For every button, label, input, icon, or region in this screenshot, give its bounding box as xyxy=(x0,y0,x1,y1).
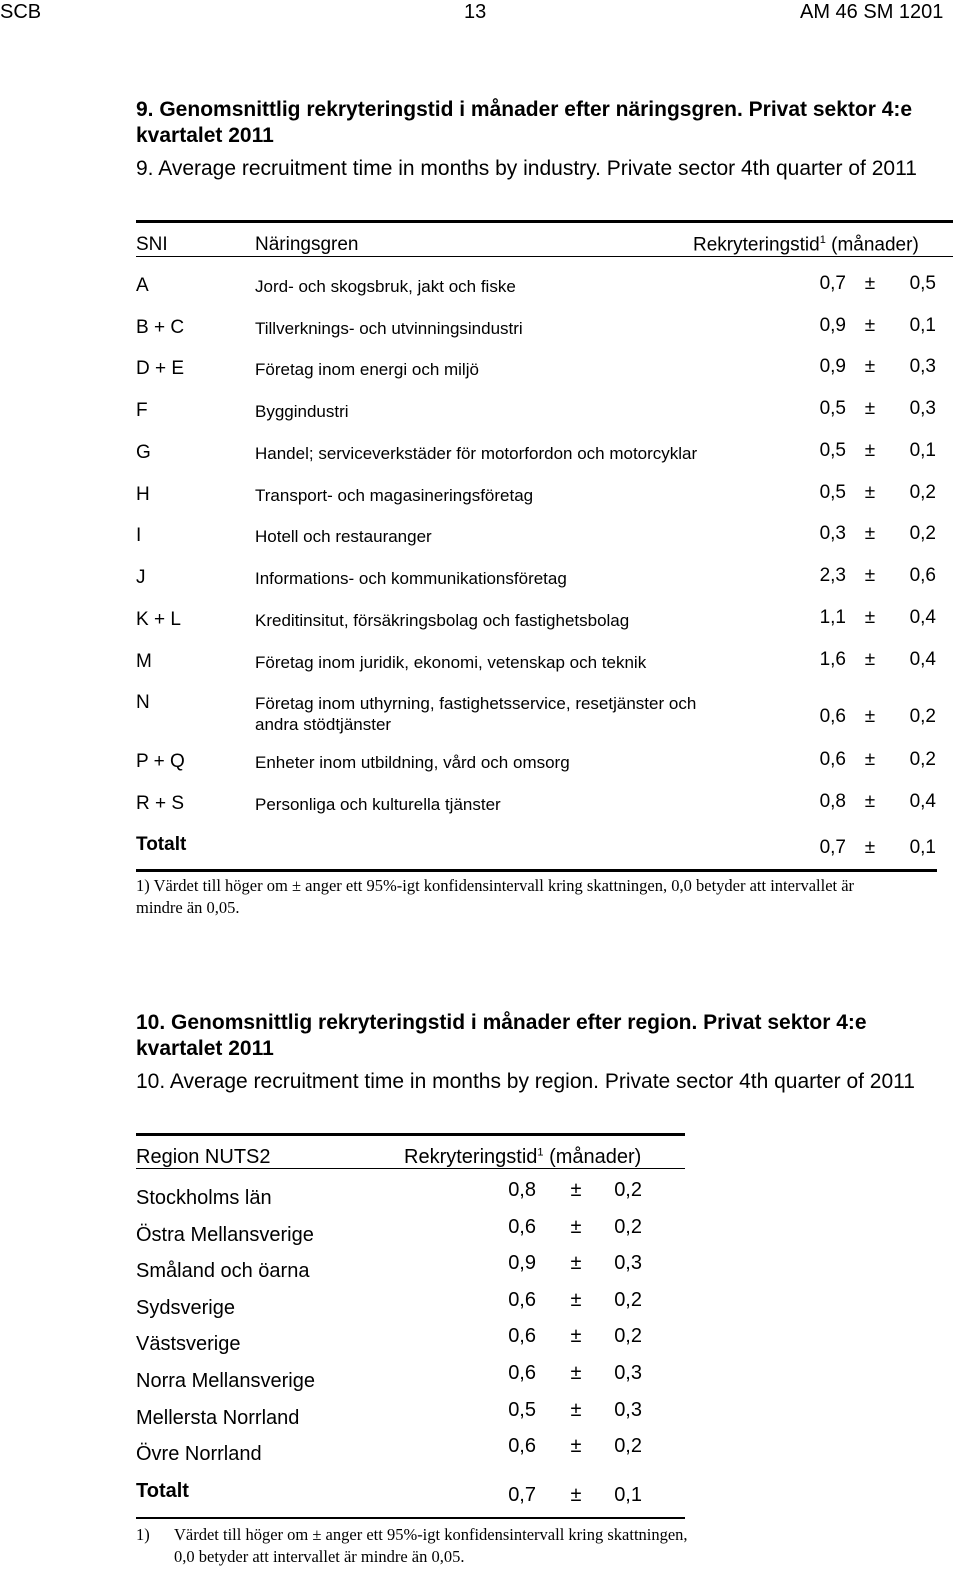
footnote-ref: 1 xyxy=(819,234,826,246)
table2-col-time-label: Rekryteringstid xyxy=(404,1146,538,1168)
table1-sni-code: B + C xyxy=(136,317,185,338)
table2 xyxy=(136,0,816,1573)
table2-ci-value: 0,2 xyxy=(614,1435,642,1458)
page-number: 13 xyxy=(464,1,487,23)
table1-industry-line: Informations- och kommunikationsföretag xyxy=(255,569,567,588)
table2-header-rule xyxy=(136,1168,685,1169)
table1-pm-sign: ± xyxy=(864,749,876,770)
table2-pm-sign: ± xyxy=(570,1252,582,1275)
table1-pm-sign: ± xyxy=(864,791,876,812)
table1-footnote-line1: 1) Värdet till höger om ± anger ett 95%-igt konfidensintervall kring skattningen, 0,0 betyder att intervallet är xyxy=(136,876,855,895)
table1-sni-code: D + E xyxy=(136,358,185,379)
table1-pm-sign: ± xyxy=(864,356,876,377)
table2-time-value: 0,6 xyxy=(508,1435,536,1458)
table1-sni-code: K + L xyxy=(136,609,181,630)
table2-ci-value: 0,2 xyxy=(614,1288,642,1311)
table2-ci-value: 0,2 xyxy=(614,1325,642,1348)
table2-pm-sign: ± xyxy=(570,1435,582,1458)
table1-pm-sign: ± xyxy=(864,482,876,503)
table1-time-value: 0,5 xyxy=(819,482,846,503)
table1-time-value: 0,5 xyxy=(819,440,846,461)
table1-ci-value: 0,4 xyxy=(909,649,936,670)
table2-bottom-rule xyxy=(136,1517,685,1519)
table1-pm-sign: ± xyxy=(864,607,876,628)
table2-time-value: 0,5 xyxy=(508,1398,536,1421)
table2-region-name: Övre Norrland xyxy=(136,1443,262,1466)
table1-sni-code: N xyxy=(136,692,150,713)
table2-total-value: 0,7 xyxy=(508,1484,536,1506)
table1-sni-code: M xyxy=(136,651,152,672)
table2-region-name: Mellersta Norrland xyxy=(136,1406,300,1429)
table2-total-label: Totalt xyxy=(136,1480,189,1502)
table1-ci-value: 0,2 xyxy=(909,482,936,503)
table1-time-value: 0,6 xyxy=(819,749,846,770)
table1-industry-line: Handel; serviceverkstäder för motorfordon och motorcyklar xyxy=(255,444,698,463)
table1-pm-sign: ± xyxy=(864,315,876,336)
table1-ci-value: 0,2 xyxy=(909,749,936,770)
table2-col-time xyxy=(404,1146,641,1169)
table1-col-time-label: Rekryteringstid xyxy=(693,234,820,256)
table1-title-sv: 9. Genomsnittlig rekryteringstid i månader efter näringsgren. Privat sektor 4:e kvartalet 2011 xyxy=(136,98,913,147)
table1-industry-line: Transport- och magasineringsföretag xyxy=(255,486,534,505)
table2-region-name: Östra Mellansverige xyxy=(136,1223,314,1246)
table2-pm-sign: ± xyxy=(570,1215,582,1238)
table1-time-value: 1,6 xyxy=(819,649,846,670)
table1-industry-line: Kreditinsitut, försäkringsbolag och fastighetsbolag xyxy=(255,611,630,630)
table1-total-pm: ± xyxy=(864,837,876,858)
table1-sni-code: G xyxy=(136,442,151,463)
table2-pm-sign: ± xyxy=(570,1362,582,1384)
table2-region-name: Västsverige xyxy=(136,1333,241,1356)
table2-ci-value: 0,3 xyxy=(614,1252,642,1275)
table1-pm-sign: ± xyxy=(864,523,876,544)
table1-sni-code: P + Q xyxy=(136,751,185,772)
table1-ci-value: 0,6 xyxy=(909,565,936,586)
table1-pm-sign: ± xyxy=(864,649,876,670)
table1-industry-line: andra stödtjänster xyxy=(255,715,392,734)
table2-top-rule xyxy=(136,1133,685,1136)
table1-ci-value: 0,1 xyxy=(909,440,936,461)
table1-sni-code: I xyxy=(136,525,142,546)
table2-footnote-line2: 0,0 betyder att intervallet är mindre än 0,05. xyxy=(174,1547,465,1566)
table1-pm-sign: ± xyxy=(864,398,876,419)
table2-col-region: Region NUTS2 xyxy=(136,1146,271,1168)
table1-title-en: 9. Average recruitment time in months by industry. Private sector 4th quarter of 2011 xyxy=(136,157,917,180)
table2-region-name: Norra Mellansverige xyxy=(136,1370,315,1392)
table1-industry-line: Företag inom energi och miljö xyxy=(255,360,479,379)
table1-industry-line: Jord- och skogsbruk, jakt och fiske xyxy=(255,277,516,296)
table1-time-value: 0,9 xyxy=(819,315,846,336)
table1-sni-code: A xyxy=(136,275,149,296)
footnote-ref: 1 xyxy=(537,1146,544,1159)
table1-time-value: 1,1 xyxy=(819,607,846,628)
table2-time-value: 0,6 xyxy=(508,1215,536,1238)
table1-ci-value: 0,2 xyxy=(909,523,936,544)
table2-ci-value: 0,2 xyxy=(614,1179,642,1201)
table2-region-name: Sydsverige xyxy=(136,1296,235,1319)
table1-time-value: 0,7 xyxy=(819,273,846,294)
table2-time-value: 0,8 xyxy=(508,1179,536,1201)
table1-industry-line: Hotell och restauranger xyxy=(255,527,432,546)
table2-col-time-unit: (månader) xyxy=(549,1146,642,1168)
table1-col-industry: Näringsgren xyxy=(255,234,359,255)
table1-time-value: 0,6 xyxy=(819,706,846,727)
table1-industry-line: Enheter inom utbildning, vård och omsorg xyxy=(255,753,570,772)
table2-ci-value: 0,2 xyxy=(614,1215,642,1238)
table1-total-ci: 0,1 xyxy=(909,837,936,858)
table1-industry-line: Företag inom juridik, ekonomi, vetenskap och teknik xyxy=(255,653,647,672)
table1-ci-value: 0,4 xyxy=(909,791,936,812)
table1-sni-code: J xyxy=(136,567,146,588)
table2-title-en: 10. Average recruitment time in months by region. Private sector 4th quarter of 2011 xyxy=(136,1070,915,1093)
table2-time-value: 0,6 xyxy=(508,1362,536,1384)
table1-pm-sign: ± xyxy=(864,440,876,461)
table1-total-value: 0,7 xyxy=(819,837,846,858)
table1-ci-value: 0,3 xyxy=(909,356,936,377)
table2-time-value: 0,9 xyxy=(508,1252,536,1275)
header-left: SCB xyxy=(0,1,42,23)
table1-pm-sign: ± xyxy=(864,273,876,294)
table2-time-value: 0,6 xyxy=(508,1325,536,1348)
table2-ci-value: 0,3 xyxy=(614,1362,642,1384)
table1-time-value: 2,3 xyxy=(819,565,846,586)
table1-ci-value: 0,3 xyxy=(909,398,936,419)
table2-pm-sign: ± xyxy=(570,1325,582,1348)
table2-footnote-marker: 1) xyxy=(136,1525,150,1544)
table1-industry-line: Tillverknings- och utvinningsindustri xyxy=(255,319,523,338)
table2-total-pm: ± xyxy=(570,1484,582,1506)
table2-region-name: Stockholms län xyxy=(136,1187,272,1209)
table2-pm-sign: ± xyxy=(570,1398,582,1421)
header-right: AM 46 SM 1201 xyxy=(800,1,944,23)
table2-pm-sign: ± xyxy=(570,1179,582,1201)
table2-total-ci: 0,1 xyxy=(614,1484,642,1506)
table1-pm-sign: ± xyxy=(864,706,876,727)
table1-industry-line: Företag inom uthyrning, fastighetsservice, resetjänster och xyxy=(255,694,697,713)
table1-ci-value: 0,5 xyxy=(909,273,936,294)
table1-time-value: 0,8 xyxy=(819,791,846,812)
table2-title-sv: 10. Genomsnittlig rekryteringstid i månader efter region. Privat sektor 4:e kvartalet 2011 xyxy=(136,1011,867,1060)
table1-ci-value: 0,4 xyxy=(909,607,936,628)
table1-time-value: 0,9 xyxy=(819,356,846,377)
table1-industry-line: Personliga och kulturella tjänster xyxy=(255,795,501,814)
table1-ci-value: 0,1 xyxy=(909,315,936,336)
table2-footnote-line1: Värdet till höger om ± anger ett 95%-igt konfidensintervall kring skattningen, xyxy=(174,1525,688,1544)
table2-time-value: 0,6 xyxy=(508,1288,536,1311)
table2-ci-value: 0,3 xyxy=(614,1398,642,1421)
table1-ci-value: 0,2 xyxy=(909,706,936,727)
table1-sni-code: F xyxy=(136,400,148,421)
table1-pm-sign: ± xyxy=(864,565,876,586)
table1-sni-code: H xyxy=(136,484,150,505)
table2-region-name: Småland och öarna xyxy=(136,1260,310,1283)
table1-col-time-unit: (månader) xyxy=(831,234,919,256)
table1-industry-line: Byggindustri xyxy=(255,402,349,421)
table2-pm-sign: ± xyxy=(570,1288,582,1311)
table1-time-value: 0,5 xyxy=(819,398,846,419)
table1-col-sni: SNI xyxy=(136,234,168,255)
table1-time-value: 0,3 xyxy=(819,523,846,544)
table1-footnote-line2: mindre än 0,05. xyxy=(136,898,240,917)
table1-sni-code: R + S xyxy=(136,793,185,814)
table1-total-label: Totalt xyxy=(136,834,187,855)
